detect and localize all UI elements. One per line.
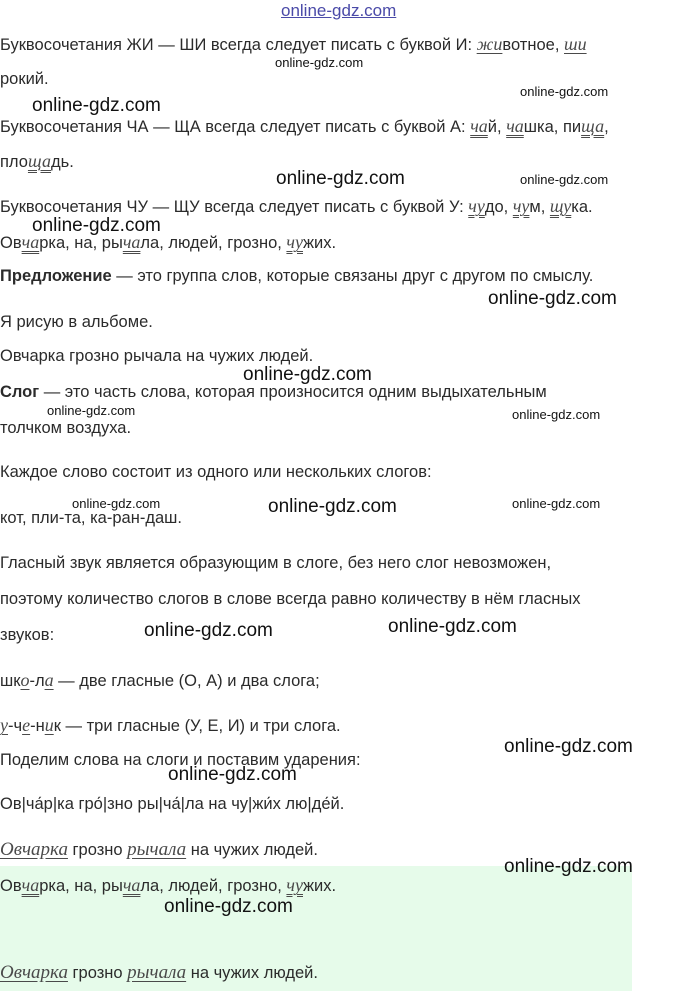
top-watermark: online-gdz.com — [281, 1, 397, 20]
vowel-rule-line1: Гласный звук является образующим в слоге, без него слог невозможен, — [0, 554, 552, 572]
rule-zhi-shi-line2: рокий. — [0, 70, 49, 88]
watermark: online-gdz.com — [504, 736, 633, 757]
watermark: online-gdz.com — [512, 496, 601, 511]
divided-sentence: Ов|ча́р|ка гро́|зно ры|ча́|ла на чу|жи́х лю|де́й. — [0, 795, 345, 813]
highlight: ча — [122, 232, 141, 252]
highlight: ща — [27, 151, 51, 171]
handwritten-word: Овчарка — [0, 839, 68, 860]
highlight: щу — [549, 196, 572, 216]
shkola-example: шко-ла — две гласные (О, А) и два слога; — [0, 670, 320, 690]
highlight: ча — [21, 875, 40, 895]
watermark: online-gdz.com — [512, 407, 601, 422]
uchenik-example: у-че-ник — три гласные (У, Е, И) и три слога. — [0, 715, 341, 735]
handwritten-word: рычала — [127, 962, 187, 983]
highlight: ча — [470, 116, 488, 136]
answer-box-line2: Овчарка грозно рычала на чужих людей. — [0, 962, 318, 983]
answer-line: Овчарка, на, рычала, людей, грозно, чужих. — [0, 232, 337, 252]
rule-cha-sha-line2: площадь. — [0, 151, 74, 171]
watermark: online-gdz.com — [72, 496, 161, 511]
answer-box-line1: Овчарка, на, рычала, людей, грозно, чужих. — [0, 875, 337, 895]
sentence-definition: Предложение — это группа слов, которые связаны друг с другом по смыслу. — [0, 267, 594, 285]
divide-task: Поделим слова на слоги и поставим ударения: — [0, 751, 361, 769]
watermark: online-gdz.com — [168, 764, 297, 785]
vowel: е — [22, 715, 31, 735]
highlight: ши — [564, 34, 587, 54]
watermark: online-gdz.com — [520, 172, 609, 187]
watermark: online-gdz.com — [268, 496, 397, 517]
watermark: online-gdz.com — [488, 288, 617, 309]
final-sentence: Овчарка грозно рычала на чужих людей. — [0, 839, 318, 860]
highlight: чу — [286, 232, 303, 252]
highlight: чу — [286, 875, 303, 895]
highlight: чу — [512, 196, 530, 216]
watermark: online-gdz.com — [520, 84, 609, 99]
highlight: ча — [506, 116, 524, 136]
term: Предложение — [0, 267, 112, 285]
highlight: ча — [122, 875, 141, 895]
rule-zhi-shi: Буквосочетания ЖИ — ШИ всегда следует писать с буквой И: животное, ши — [0, 34, 587, 54]
highlight: ча — [21, 232, 40, 252]
watermark: online-gdz.com — [32, 95, 161, 116]
watermark: online-gdz.com — [504, 856, 633, 877]
watermark: online-gdz.com — [32, 215, 161, 236]
vowel: а — [44, 670, 54, 690]
handwritten-word: рычала — [127, 839, 187, 860]
rule-cha-sha: Буквосочетания ЧА — ЩА всегда следует писать с буквой А: чай, чашка, пища, — [0, 116, 609, 136]
example-sentence-2: Овчарка грозно рычала на чужих людей. — [0, 347, 314, 365]
watermark: online-gdz.com — [276, 168, 405, 189]
syllables-example: кот, пли-та, ка-ран-даш. — [0, 509, 182, 527]
watermark: online-gdz.com — [275, 55, 364, 70]
highlight: ща — [581, 116, 605, 136]
watermark: online-gdz.com — [388, 616, 517, 637]
vowel-rule-line2: поэтому количество слогов в слове всегда равно количеству в нём гласных — [0, 590, 581, 608]
example-sentence-1: Я рисую в альбоме. — [0, 313, 153, 331]
syllable-definition-line2: толчком воздуха. — [0, 419, 132, 437]
vowel: и — [44, 715, 54, 735]
syllable-definition: Слог — это часть слова, которая произносится одним выдыхательным — [0, 383, 547, 401]
syllables-intro: Каждое слово состоит из одного или нескольких слогов: — [0, 463, 432, 481]
highlight: чу — [468, 196, 485, 216]
highlight: жи — [476, 34, 503, 54]
rule-chu-shu: Буквосочетания ЧУ — ЩУ всегда следует писать с буквой У: чудо, чум, щука. — [0, 196, 593, 216]
vowel: у — [0, 715, 8, 735]
vowel-rule-line3: звуков: — [0, 626, 55, 644]
vowel: о — [20, 670, 30, 690]
watermark: online-gdz.com — [164, 896, 293, 917]
watermark: online-gdz.com — [243, 364, 372, 385]
handwritten-word: Овчарка — [0, 962, 68, 983]
watermark: online-gdz.com — [47, 403, 136, 418]
term: Слог — [0, 383, 40, 401]
watermark: online-gdz.com — [144, 620, 273, 641]
